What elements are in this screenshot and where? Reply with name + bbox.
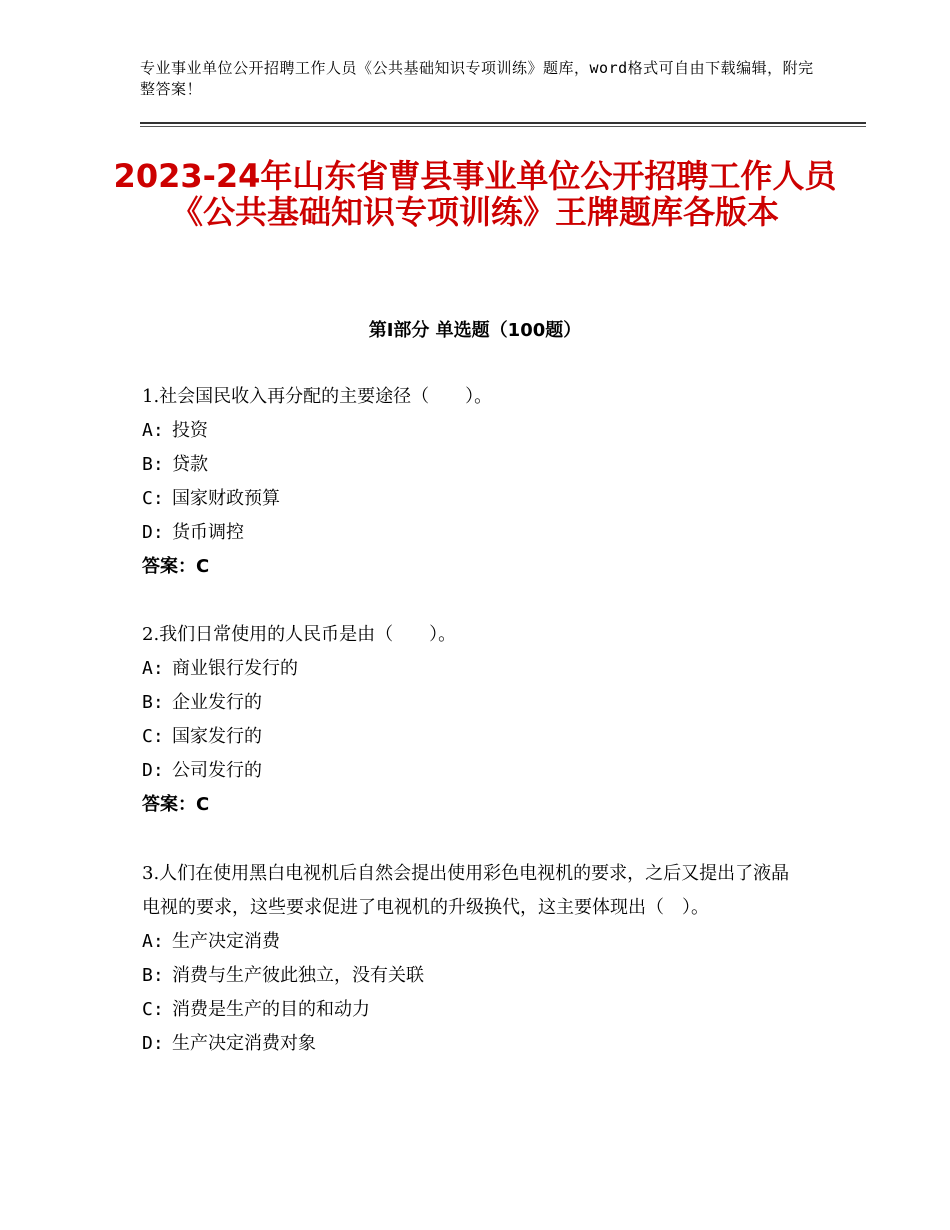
document-title: 2023-24年山东省曹县事业单位公开招聘工作人员《公共基础知识专项训练》王牌题库各版本 <box>113 157 837 231</box>
option-letter: D: <box>142 1033 164 1054</box>
option-b <box>142 686 802 720</box>
option-b <box>142 959 802 993</box>
question-3 <box>142 857 802 1061</box>
option-text: 生产决定消费 <box>172 931 280 952</box>
header-divider <box>140 122 866 124</box>
option-letter: B: <box>142 454 164 475</box>
question-2 <box>142 618 802 822</box>
option-c <box>142 482 802 516</box>
question-stem: 3.人们在使用黑白电视机后自然会提出使用彩色电视机的要求，之后又提出了液晶电视的要求，这些要求促进了电视机的升级换代，这主要体现出（ ）。 <box>142 863 790 918</box>
question-1 <box>142 380 802 584</box>
option-letter: A: <box>142 931 164 952</box>
option-a <box>142 925 802 959</box>
option-text: 企业发行的 <box>172 692 262 713</box>
option-letter: C: <box>142 488 164 509</box>
option-letter: B: <box>142 965 164 986</box>
answer-line: 答案：C <box>142 794 210 815</box>
option-b <box>142 448 802 482</box>
option-letter: D: <box>142 522 164 543</box>
option-letter: C: <box>142 999 164 1020</box>
option-d <box>142 516 802 550</box>
option-c <box>142 993 802 1027</box>
option-a <box>142 652 802 686</box>
option-text: 消费是生产的目的和动力 <box>172 999 370 1020</box>
option-letter: D: <box>142 760 164 781</box>
option-letter: A: <box>142 420 164 441</box>
option-letter: C: <box>142 726 164 747</box>
option-letter: B: <box>142 692 164 713</box>
answer-line: 答案：C <box>142 556 210 577</box>
header-divider-thin <box>140 126 866 127</box>
option-text: 贷款 <box>172 454 208 475</box>
option-text: 公司发行的 <box>172 760 262 781</box>
option-text: 生产决定消费对象 <box>172 1033 316 1054</box>
option-text: 国家财政预算 <box>172 488 280 509</box>
option-text: 货币调控 <box>172 522 244 543</box>
option-c <box>142 720 802 754</box>
option-text: 消费与生产彼此独立，没有关联 <box>172 965 424 986</box>
option-d <box>142 754 802 788</box>
option-text: 国家发行的 <box>172 726 262 747</box>
header-note: 专业事业单位公开招聘工作人员《公共基础知识专项训练》题库，word格式可自由下载编辑，附完整答案！ <box>140 59 814 98</box>
option-text: 投资 <box>172 420 208 441</box>
question-stem: 2.我们日常使用的人民币是由（ ）。 <box>142 624 457 645</box>
option-d <box>142 1027 802 1061</box>
question-stem: 1.社会国民收入再分配的主要途径（ ）。 <box>142 386 493 407</box>
option-letter: A: <box>142 658 164 679</box>
section-heading: 第Ⅰ部分 单选题（100题） <box>368 320 582 341</box>
option-text: 商业银行发行的 <box>172 658 298 679</box>
option-a <box>142 414 802 448</box>
